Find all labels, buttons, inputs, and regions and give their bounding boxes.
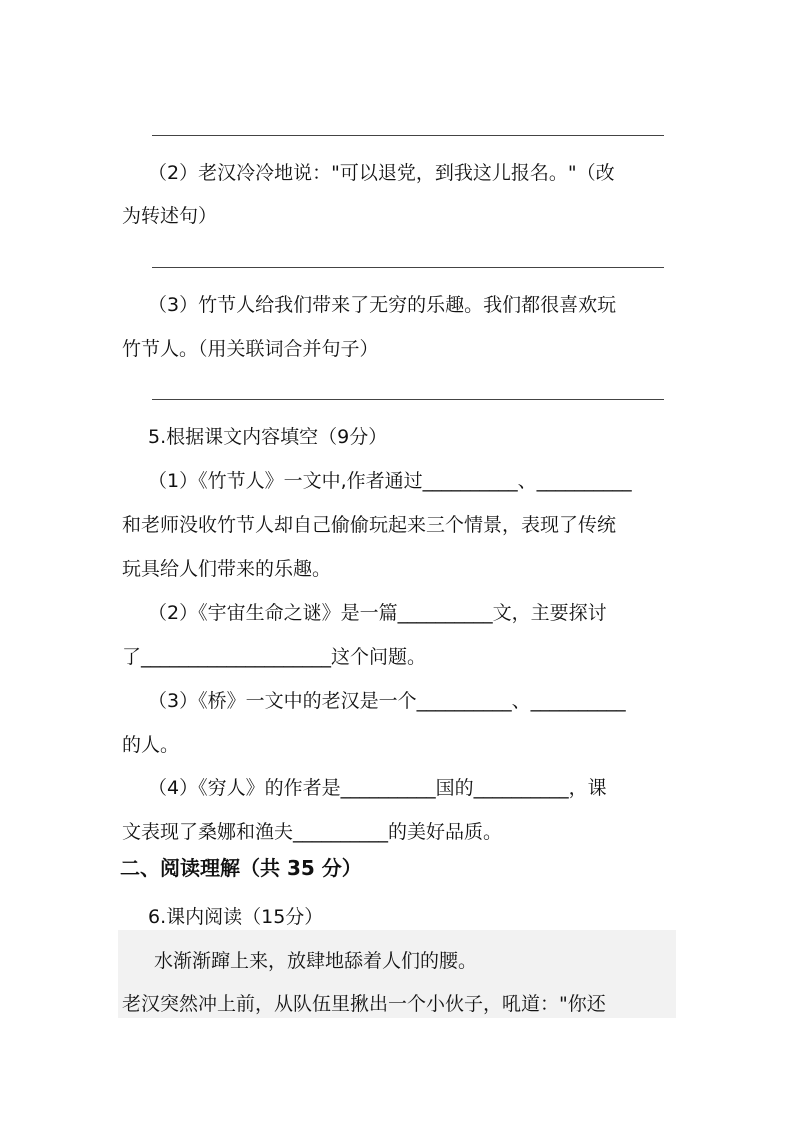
q5-item-1-line-3: 玩具给人们带来的乐趣。 <box>122 558 332 580</box>
q5-item-3-line-1: （3）《桥》一文中的老汉是一个__________、__________ <box>148 690 626 712</box>
q5-item-1-line-2: 和老师没收竹节人却自己偷偷玩起来三个情景，表现了传统 <box>122 514 617 536</box>
q4-sentence-3-line-1: （3）竹节人给我们带来了无穷的乐趣。我们都很喜欢玩 <box>148 294 617 316</box>
q4-sentence-3-line-2: 竹节人。（用关联词合并句子） <box>122 338 379 360</box>
passage-line-2: 老汉突然冲上前，从队伍里揪出一个小伙子，吼道："你还 <box>122 993 606 1015</box>
section-2-heading: 二、阅读理解（共 35 分） <box>120 856 362 880</box>
q5-item-1-line-1: （1）《竹节人》一文中,作者通过__________、__________ <box>148 470 632 492</box>
q5-title: 5.根据课文内容填空（9分） <box>148 426 388 448</box>
answer-line-1 <box>152 135 664 136</box>
q5-item-4-line-1: （4）《穷人》的作者是__________国的__________，课 <box>148 777 607 799</box>
q5-item-3-line-2: 的人。 <box>122 734 180 756</box>
q5-item-2-line-2: 了____________________这个问题。 <box>122 646 427 668</box>
reading-passage-box <box>118 930 676 1018</box>
q5-item-2-line-1: （2）《宇宙生命之谜》是一篇__________文，主要探讨 <box>148 602 607 624</box>
q6-title: 6.课内阅读（15分） <box>148 906 324 928</box>
q5-item-4-line-2: 文表现了桑娜和渔夫__________的美好品质。 <box>122 821 503 843</box>
passage-line-1: 水渐渐蹿上来，放肆地舔着人们的腰。 <box>154 950 478 972</box>
q4-sentence-2-line-2: 为转述句） <box>122 205 218 227</box>
answer-line-3 <box>152 399 664 400</box>
answer-line-2 <box>152 267 664 268</box>
q4-sentence-2-line-1: （2）老汉冷冷地说："可以退党，到我这儿报名。"（改 <box>148 162 615 184</box>
